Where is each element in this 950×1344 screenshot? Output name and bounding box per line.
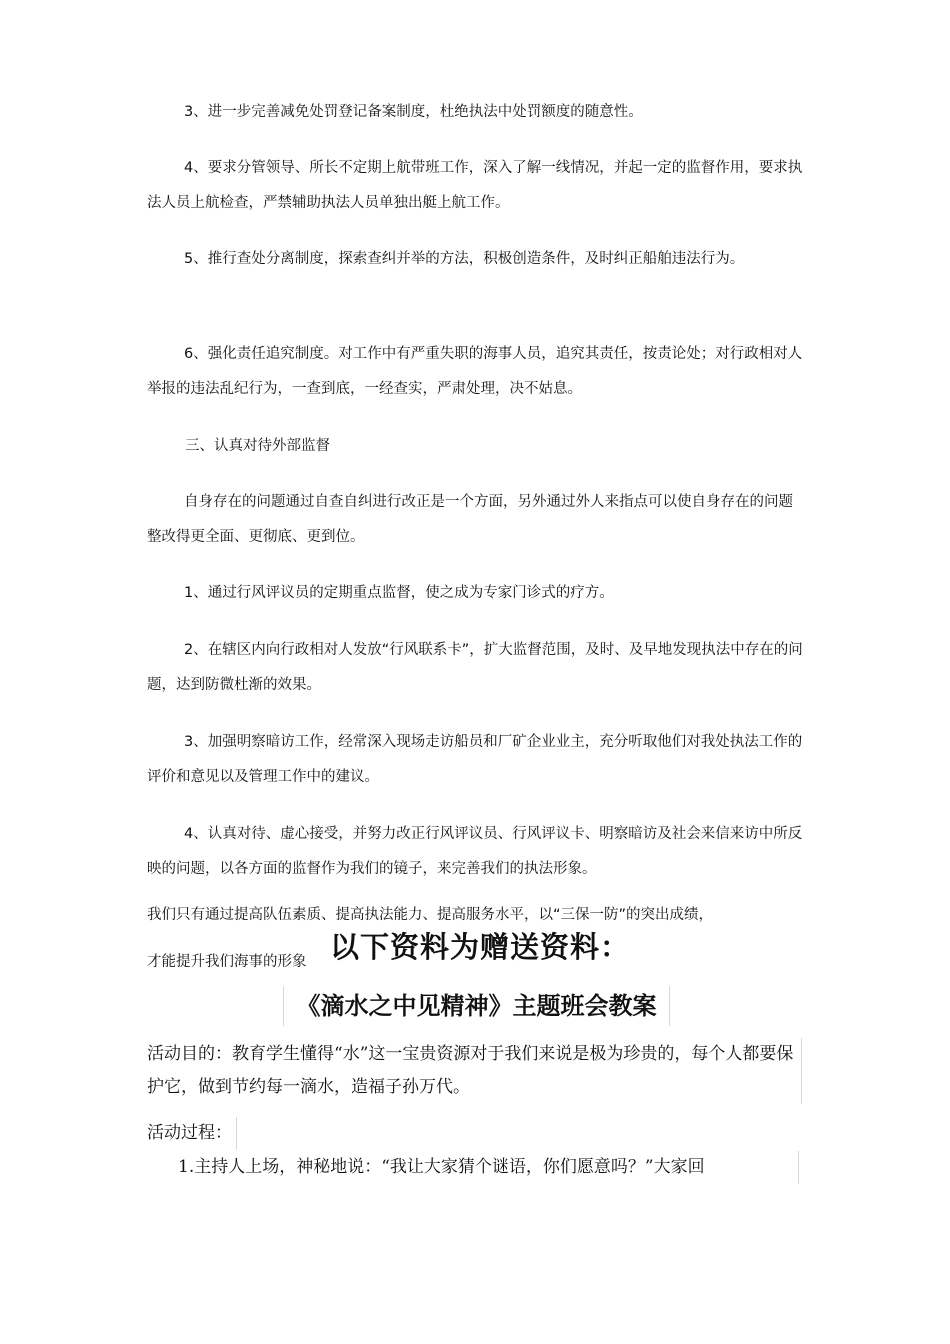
- paragraph-appraisers: 1、通过行风评议员的定期重点监督，使之成为专家门诊式的疗方。: [184, 585, 614, 601]
- paragraph-leader-supervision: 4、要求分管领导、所长不定期上航带班工作，深入了解一线情况，并起一定的监督作用，要求执法人员上航检查，严禁辅助执法人员单独出艇上航工作。: [147, 160, 803, 211]
- bonus-material-banner: 以下资料为赠送资料：: [330, 930, 631, 964]
- closing-line-2: 才能提升我们海事的形象: [147, 954, 307, 970]
- lesson-step-1: 1.主持人上场，神秘地说：“我让大家猜个谜语，你们愿意吗？”大家回: [178, 1151, 799, 1184]
- closing-line-1: 我们只有通过提高队伍素质、提高执法能力、提高服务水平，以“三保一防”的突出成绩，: [147, 907, 714, 923]
- lesson-process-label: 活动过程：: [147, 1117, 237, 1150]
- lesson-goal: 活动目的：教育学生懂得“水”这一宝贵资源对于我们来说是极为珍贵的，每个人都要保护它，做到节约每一滴水，造福子孙万代。: [147, 1038, 802, 1104]
- paragraph-contact-card: 2、在辖区内向行政相对人发放“行风联系卡”，扩大监督范围，及时、及早地发现执法中存在的问题，达到防微杜渐的效果。: [147, 642, 803, 693]
- paragraph-penalty-registration: 3、进一步完善减免处罚登记备案制度，杜绝执法中处罚额度的随意性。: [184, 104, 643, 120]
- paragraph-inspections: 3、加强明察暗访工作，经常深入现场走访船员和厂矿企业业主，充分听取他们对我处执法工作的评价和意见以及管理工作中的建议。: [147, 734, 803, 785]
- lesson-plan-title: 《滴水之中见精神》主题班会教案: [283, 986, 670, 1026]
- paragraph-accountability: 6、强化责任追究制度。对工作中有严重失职的海事人员，追究其责任，按责论处；对行政相对人举报的违法乱纪行为，一查到底，一经查实，严肃处理，决不姑息。: [147, 346, 803, 397]
- paragraph-external-intro: 自身存在的问题通过自查自纠进行改正是一个方面，另外通过外人来指点可以使自身存在的问题整改得更全面、更彻底、更到位。: [147, 494, 793, 545]
- paragraph-feedback: 4、认真对待、虚心接受，并努力改正行风评议员、行风评议卡、明察暗访及社会来信来访中所反映的问题，以各方面的监督作为我们的镜子，来完善我们的执法形象。: [147, 826, 803, 877]
- section-heading-external-supervision: 三、认真对待外部监督: [185, 438, 330, 454]
- paragraph-separation-system: 5、推行查处分离制度，探索查纠并举的方法，积极创造条件，及时纠正船舶违法行为。: [184, 251, 745, 267]
